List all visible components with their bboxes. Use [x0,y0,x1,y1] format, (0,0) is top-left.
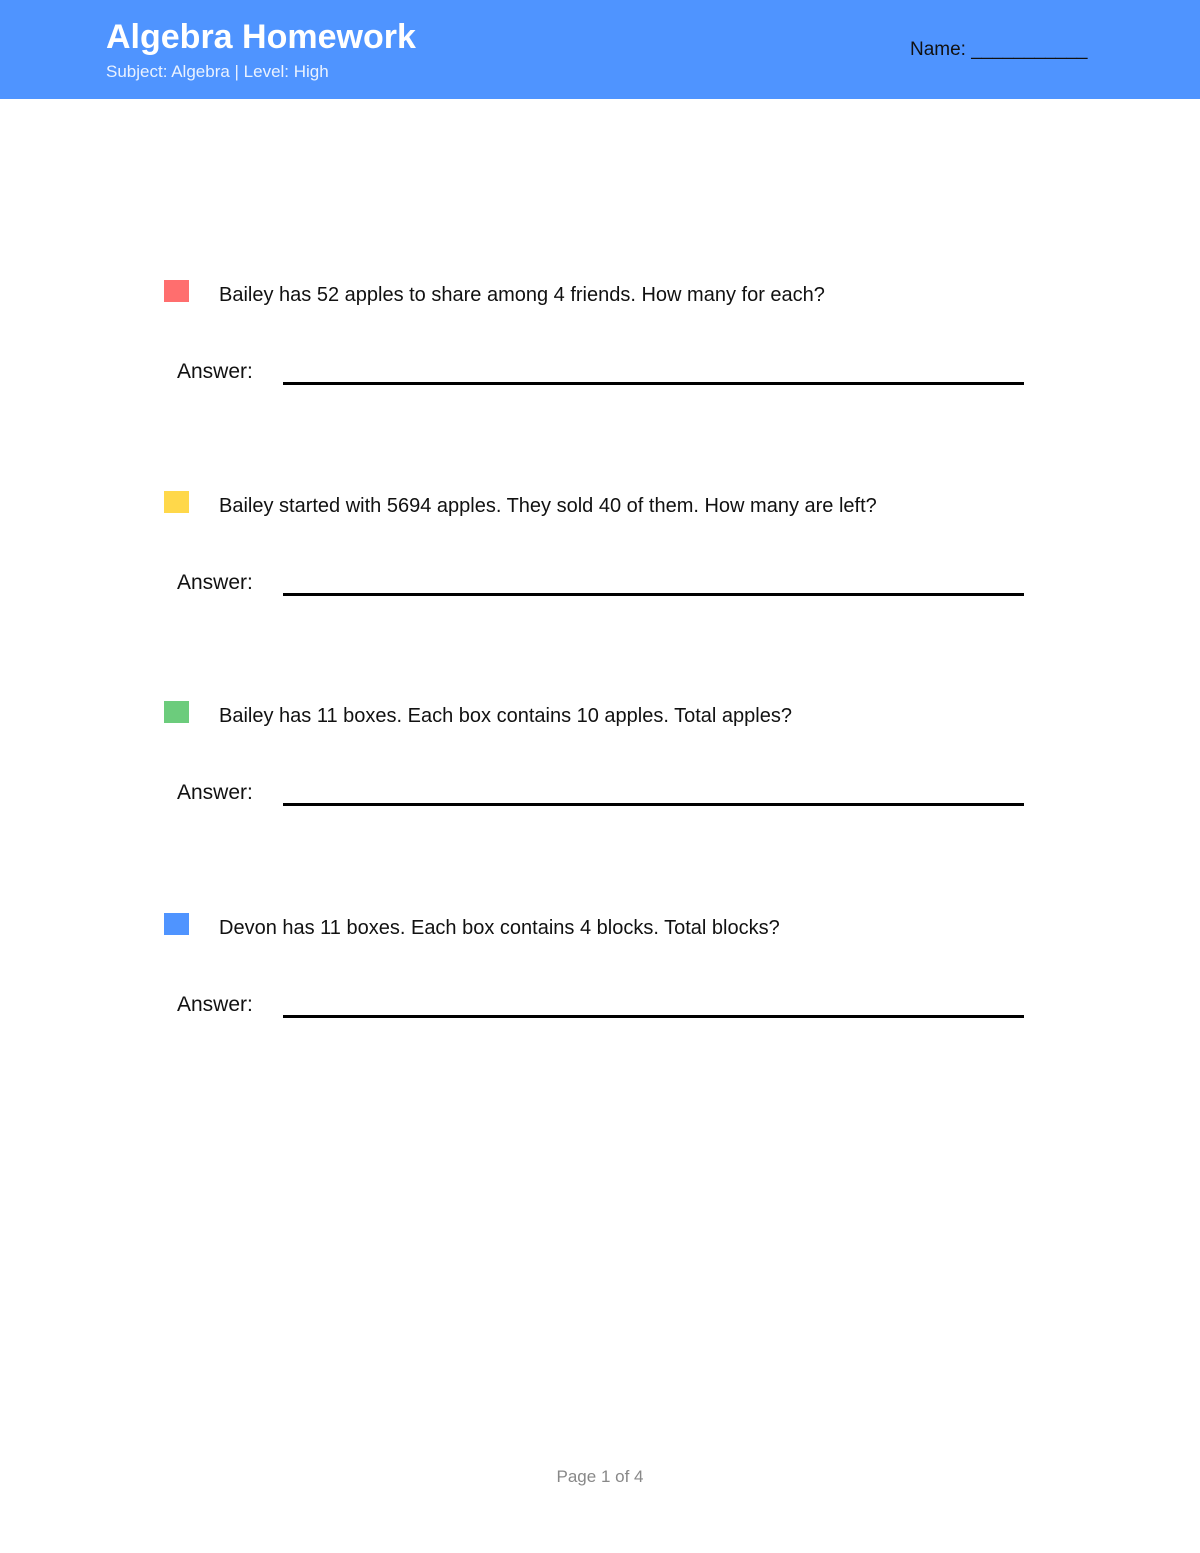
answer-line [283,1015,1024,1018]
answer-label: Answer: [177,571,253,594]
question-3 [0,701,1200,811]
question-marker [164,491,189,513]
question-text: Bailey has 11 boxes. Each box contains 10 apples. Total apples? [219,705,792,727]
question-text: Devon has 11 boxes. Each box contains 4 blocks. Total blocks? [219,917,780,939]
answer-label: Answer: [177,993,253,1016]
worksheet-header [0,0,1200,99]
question-marker [164,701,189,723]
question-1 [0,280,1200,390]
answer-label: Answer: [177,360,253,383]
question-4 [0,913,1200,1023]
answer-line [283,593,1024,596]
question-text: Bailey has 52 apples to share among 4 friends. How many for each? [219,284,825,306]
question-text: Bailey started with 5694 apples. They sold 40 of them. How many are left? [219,495,877,517]
answer-label: Answer: [177,781,253,804]
page-title: Algebra Homework [106,18,416,56]
page-footer: Page 1 of 4 [556,1467,644,1486]
question-marker [164,913,189,935]
page-subtitle: Subject: Algebra | Level: High [106,62,329,81]
question-marker [164,280,189,302]
answer-line [283,382,1024,385]
question-2 [0,491,1200,601]
name-field: Name: ___________ [910,39,1088,60]
answer-line [283,803,1024,806]
